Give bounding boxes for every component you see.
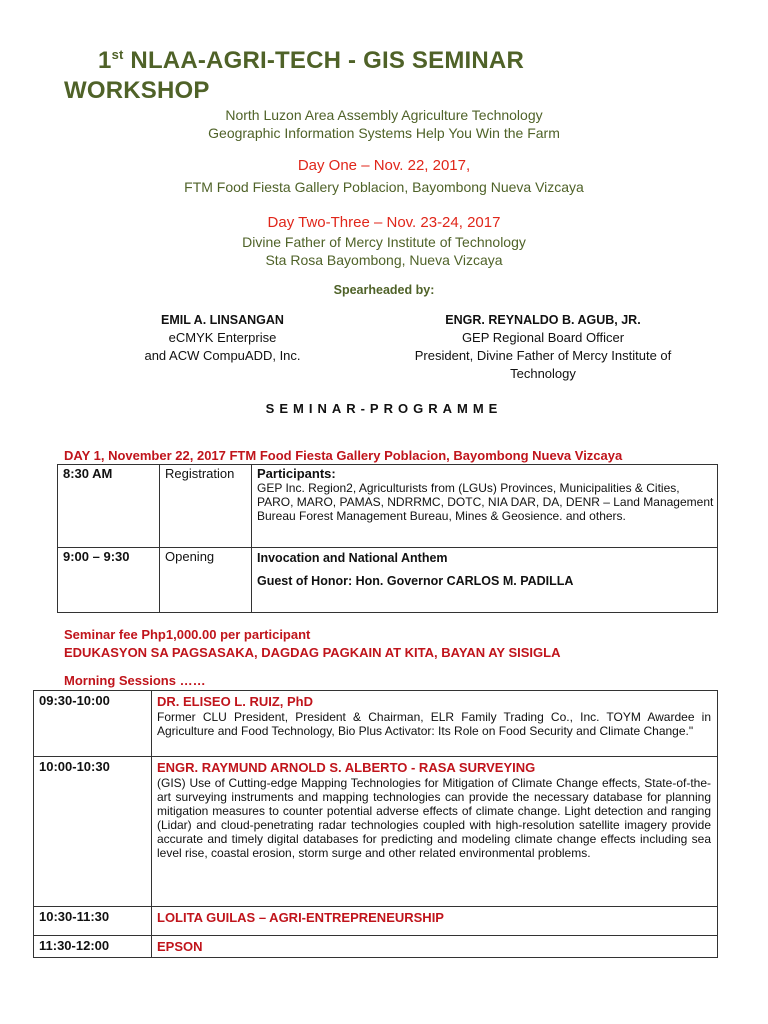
title-number: 1 xyxy=(98,47,112,74)
day-two-three-location-1: Divine Father of Mercy Institute of Technology xyxy=(242,234,526,250)
organizer-left xyxy=(100,311,345,365)
day1-schedule-table xyxy=(57,464,718,613)
day1-heading: DAY 1, November 22, 2017 FTM Food Fiesta Gallery Poblacion, Bayombong Nueva Vizcaya xyxy=(64,448,623,463)
session-details xyxy=(152,691,718,757)
row-activity: Opening xyxy=(160,548,252,613)
session-speaker: EPSON xyxy=(157,939,203,954)
title-line-1: NLAA-AGRI-TECH - GIS SEMINAR xyxy=(130,47,524,74)
spearheaded-label: Spearheaded by: xyxy=(333,283,435,297)
session-description: (GIS) Use of Cutting-edge Mapping Technologies for Mitigation of Climate Change effects, State-of-the-art surveying instruments and mapping technologies can provide the necessary database for planning mitigation measures to counter potential adverse effects of climate change. Light detection and ranging (Lidar) and cloud-penetrating radar technologies coupled with high-resolution satellite imagery provide accurate and timely digital databases for predicting and modeling climate change effects including sea level rise, coastal erosion, storm surge and other related environmental problems. xyxy=(157,776,711,860)
table-row xyxy=(34,691,718,757)
organizer-left-line-2: and ACW CompuADD, Inc. xyxy=(144,348,301,363)
day-one-heading: Day One – Nov. 22, 2017, xyxy=(297,157,471,174)
organizer-left-name: EMIL A. LINSANGAN xyxy=(161,313,284,327)
participants-label: Participants: xyxy=(257,466,336,481)
session-time: 10:30-11:30 xyxy=(34,907,152,936)
session-speaker: ENGR. RAYMUND ARNOLD S. ALBERTO - RASA SURVEYING xyxy=(157,760,536,775)
motto: EDUKASYON SA PAGSASAKA, DAGDAG PAGKAIN AT KITA, BAYAN AY SISIGLA xyxy=(64,645,561,660)
organizer-right-line-3: Technology xyxy=(510,366,576,381)
page-title xyxy=(64,46,724,106)
subtitle-line-2: Geographic Information Systems Help You Win the Farm xyxy=(208,125,560,141)
session-description: Former CLU President, President & Chairman, ELR Family Trading Co., Inc. TOYM Awardee in Agriculture and Food Technology, Bio Plus Activator: Its Role on Food Security and Climate Change." xyxy=(157,710,711,738)
table-row xyxy=(58,465,718,548)
seminar-fee: Seminar fee Php1,000.00 per participant xyxy=(64,627,311,642)
session-details xyxy=(152,936,718,958)
session-time: 11:30-12:00 xyxy=(34,936,152,958)
organizer-right xyxy=(398,311,688,383)
row-details xyxy=(252,548,718,613)
table-row xyxy=(34,936,718,958)
programme-heading: SEMINAR-PROGRAMME xyxy=(265,401,503,416)
row-time: 9:00 – 9:30 xyxy=(58,548,160,613)
table-row xyxy=(58,548,718,613)
session-time: 09:30-10:00 xyxy=(34,691,152,757)
row-details xyxy=(252,465,718,548)
session-details xyxy=(152,757,718,907)
session-time: 10:00-10:30 xyxy=(34,757,152,907)
day-two-three-heading: Day Two-Three – Nov. 23-24, 2017 xyxy=(267,214,501,231)
session-speaker: LOLITA GUILAS – AGRI-ENTREPRENEURSHIP xyxy=(157,910,444,925)
day-two-three-location-2: Sta Rosa Bayombong, Nueva Vizcaya xyxy=(265,252,503,268)
guest-of-honor-text: Guest of Honor: Hon. Governor CARLOS M. PADILLA xyxy=(257,574,574,588)
subtitle-line-1: North Luzon Area Assembly Agriculture Technology xyxy=(225,107,543,123)
invocation-text: Invocation and National Anthem xyxy=(257,551,448,565)
organizer-left-line-1: eCMYK Enterprise xyxy=(168,330,277,345)
session-details xyxy=(152,907,718,936)
row-activity: Registration xyxy=(160,465,252,548)
organizer-right-line-2: President, Divine Father of Mercy Institute of xyxy=(414,348,672,363)
title-line-2: WORKSHOP xyxy=(64,77,210,104)
morning-sessions-label: Morning Sessions …… xyxy=(64,673,206,688)
participants-text: GEP Inc. Region2, Agriculturists from (LGUs) Provinces, Municipalities & Cities, PARO, MARO, PAMAS, NDRRMC, DOTC, NIA DAR, DA, DENR – Land Management Bureau Forest Management Bureau, Mines & Geosience. and others. xyxy=(257,481,714,523)
table-row xyxy=(34,757,718,907)
table-row xyxy=(34,907,718,936)
morning-sessions-table xyxy=(33,690,718,958)
title-superscript: st xyxy=(111,47,124,62)
row-time: 8:30 AM xyxy=(58,465,160,548)
organizer-right-line-1: GEP Regional Board Officer xyxy=(461,330,625,345)
day-one-location: FTM Food Fiesta Gallery Poblacion, Bayombong Nueva Vizcaya xyxy=(184,179,584,195)
organizer-right-name: ENGR. REYNALDO B. AGUB, JR. xyxy=(445,313,641,327)
session-speaker: DR. ELISEO L. RUIZ, PhD xyxy=(157,694,314,709)
